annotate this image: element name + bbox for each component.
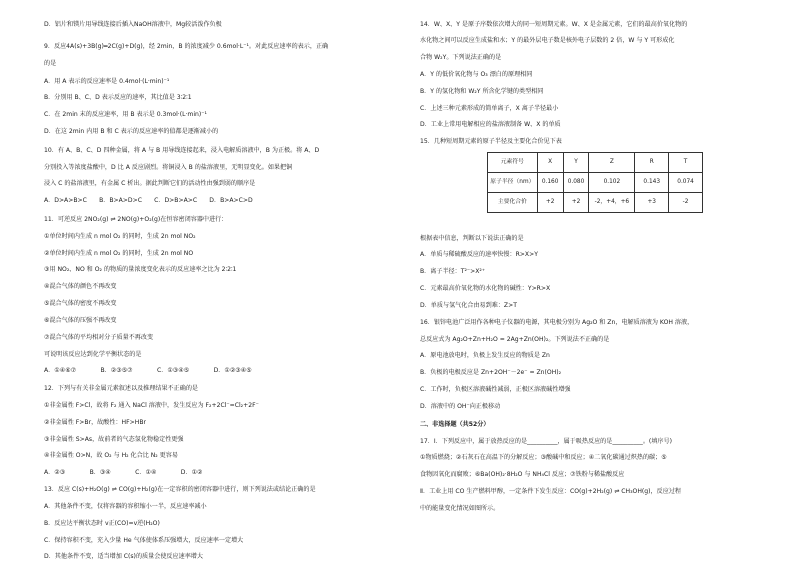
table-cell: 0.080 [563, 173, 589, 193]
table-cell: +2 [537, 193, 563, 213]
table-cell: +2 [563, 193, 589, 213]
table-cell: Z [589, 153, 635, 173]
text-line: 的是 [44, 60, 57, 67]
text-line: B．反应达平衡状态时 v正(CO)=v逆(H₂O) [44, 520, 160, 527]
text-line: ②非金属性 F>Br，故酸性：HF>HBr [44, 419, 147, 426]
text-line: A．②③ B．③④ C．①④ D．①② [44, 469, 203, 476]
text-line: D．单质与氢气化合由易到难：Z>T [420, 302, 517, 309]
text-line: A．D>A>B>C B．B>A>D>C C．D>B>A>C D．B>A>C>D [44, 197, 253, 204]
table-cell: 0.143 [635, 173, 669, 193]
element-table [487, 152, 703, 213]
text-line: D．其他条件不变，适当增加 C(s)的质量会使反应速率增大 [44, 553, 203, 560]
text-line: 食物因氧化而腐败；⑥Ba(OH)₂·8H₂O 与 NH₄Cl 反应；⑦铁粉与稀盐酸反应 [420, 471, 625, 478]
table-row [488, 193, 703, 213]
text-line: ④非金属性 O>N，故 O₂ 与 H₂ 化合比 N₂ 更容易 [44, 452, 178, 459]
table-cell: T [669, 153, 703, 173]
text-line: 12．下列与有关非金属元素叙述以及推理结果不正确的是 [44, 385, 199, 392]
text-line: ③用 NO₂、NO 和 O₂ 的物质的量浓度变化表示的反应速率之比为 2∶2∶1 [44, 266, 237, 273]
table-cell: R [635, 153, 669, 173]
table-cell: 元素符号 [488, 153, 538, 173]
text-line: Ⅱ．工业上用 CO 生产燃料甲醇，一定条件下发生反应：CO(g)+2H₂(g) ⇌ CH₃OH(g)，反应过程 [420, 488, 682, 495]
text-line: B．负极的电极反应是 Zn+2OH⁻－2e⁻ = Zn(OH)₂ [420, 369, 562, 376]
text-line: C．元素最高价氧化物的水化物的碱性：Y>R>X [420, 285, 551, 292]
text-line: ②单位时间内生成 n mol O₂ 的同时，生成 2n mol NO [44, 250, 194, 257]
text-line: ⑦混合气体的平均相对分子质量不再改变 [44, 334, 154, 341]
text-line: 浸入 C 的盐溶液里，有金属 C 析出。据此判断它们的活动性由强到弱的顺序是 [44, 180, 256, 187]
text-line: ③非金属性 S>As，故前者的气态氢化物稳定性更强 [44, 436, 184, 443]
table-cell: +3 [635, 193, 669, 213]
text-line: 15．几种短周期元素的原子半径及主要化合价见下表 [420, 138, 562, 145]
text-line: C．在 2min 末的反应速率，用 B 表示是 0.3mol·(L·min)⁻¹ [44, 111, 207, 118]
table-cell: 主要化合价 [488, 193, 538, 213]
table-cell: -2，+4，+6 [589, 193, 635, 213]
table-cell: 0.160 [537, 173, 563, 193]
text-line: 合物 W₂Y。下列说法正确的是 [420, 54, 502, 61]
text-line: ⑤混合气体的密度不再改变 [44, 300, 117, 307]
text-line: ⑥混合气体的压强不再改变 [44, 317, 117, 324]
text-line: A．Y 的低价氧化物与 O₃ 漂白的原理相同 [420, 71, 533, 78]
text-line: ①物质燃烧；②石灰石在高温下的分解反应；③酸碱中和反应；④二氧化碳通过炽热的碳；⑤ [420, 454, 667, 461]
text-line: D．溶液中的 OH⁻向正极移动 [420, 403, 501, 410]
text-line: ①单位时间内生成 n mol O₂ 的同时，生成 2n mol NO₂ [44, 233, 196, 240]
text-line: C．保持容积不变，充入少量 He 气体使体系压强增大，反应速率一定增大 [44, 537, 244, 544]
table-cell: 0.102 [589, 173, 635, 193]
text-line: D．在这 2min 内用 B 和 C 表示的反应速率的值都是逐渐减小的 [44, 128, 219, 135]
table-cell: 原子半径（nm） [488, 173, 538, 193]
text-line: 10．有 A、B、C、D 四种金属，将 A 与 B 用导线连接起来，浸入电解质溶液中，B 为正极。将 A、D [44, 147, 320, 154]
text-line: 16．银锌电池广泛用作各种电子仪器的电源，其电极分别为 Ag₂O 和 Zn，电解质溶液为 KOH 溶液， [420, 319, 694, 326]
text-line: 9．反应4A(s)+3B(g)═2C(g)+D(g)，经 2min，B 的浓度减少 0.6mol·L⁻¹。对此反应速率的表示，正确 [44, 43, 329, 50]
table-cell: X [537, 153, 563, 173]
text-line: 17．Ⅰ．下列反应中，属于放热反应的是__________，属于吸热反应的是__________。(填序号) [420, 438, 672, 445]
text-line: 总反应式为 Ag₂O+Zn+H₂O = 2Ag+Zn(OH)₂。下列说法不正确的是 [420, 336, 610, 343]
table-cell: 0.074 [669, 173, 703, 193]
text-line: 11．可逆反应 2NO₂(g) ⇌ 2NO(g)+O₂(g)在恒容密闭容器中进行： [44, 216, 228, 223]
text-line: A．原电池放电时，负极上发生反应的物质是 Zn [420, 352, 550, 359]
table-cell: Y [563, 153, 589, 173]
text-line: 13．反应 C(s)+H₂O(g) ⇌ CO(g)+H₂(g)在一定容积的密闭容器中进行，则下列说法或结论正确的是 [44, 486, 316, 493]
text-line: B．分别用 B、C、D 表示反应的速率，其比值是 3∶2∶1 [44, 94, 192, 101]
text-line: ④混合气体的颜色不再改变 [44, 283, 117, 290]
text-line: 分别投入等浓度盐酸中，D 比 A 反应剧烈。将铜浸入 B 的盐溶液里，无明显变化。如果把铜 [44, 164, 293, 171]
text-line: 可说明该反应达到化学平衡状态的是 [44, 351, 142, 358]
text-line: B．离子半径：T²⁻>X²⁺ [420, 268, 486, 275]
text-line: C．上述三种元素形成的简单离子，X 离子半径最小 [420, 105, 559, 112]
text-line: 根据表中信息，判断以下说法正确的是 [420, 235, 524, 242]
text-line: C．工作时，负极区溶液碱性减弱，正极区溶液碱性增强 [420, 386, 571, 393]
text-line: A．用 A 表示的反应速率是 0.4mol·(L·min)⁻¹ [44, 78, 170, 85]
text-line: A．其他条件不变，仅将容器的容积缩小一半，反应速率减小 [44, 503, 207, 510]
text-line: 中的能量变化情况如图所示。 [420, 505, 500, 512]
text-line: B．Y 的氢化物和 W₂Y 所含化学键的类型相同 [420, 88, 544, 95]
text-line: 水化物之间可以反应生成盐和水；Y 的最外层电子数是核外电子层数的 2 倍，W 与 Y 可形成化 [420, 37, 675, 44]
text-line: ①非金属性 F>Cl，故将 F₂ 通入 NaCl 溶液中，发生反应为 F₂+2Cl⁻=Cl₂+2F⁻ [44, 402, 259, 409]
text-line: A．单质与稀硫酸反应的速率快慢：R>X>Y [420, 251, 538, 258]
table-cell: -2 [669, 193, 703, 213]
text-line: 二、非选择题（共52分） [420, 421, 490, 428]
text-line: 14．W、X、Y 是原子序数依次增大的同一短周期元素。W、X 是金属元素，它们的最高价氧化物的 [420, 21, 688, 28]
text-line: D．工业上常用电解相应的盐溶液制备 W、X 的单质 [420, 121, 561, 128]
text-line: A．①④⑥⑦ B．②③⑤⑦ C．①③④⑤ D．①②③④⑤ [44, 367, 252, 374]
table-row [488, 173, 703, 193]
text-line: D．铝片和镁片用导线连接后插入NaOH溶液中，Mg较活泼作负极 [44, 21, 222, 28]
table-row [488, 153, 703, 173]
